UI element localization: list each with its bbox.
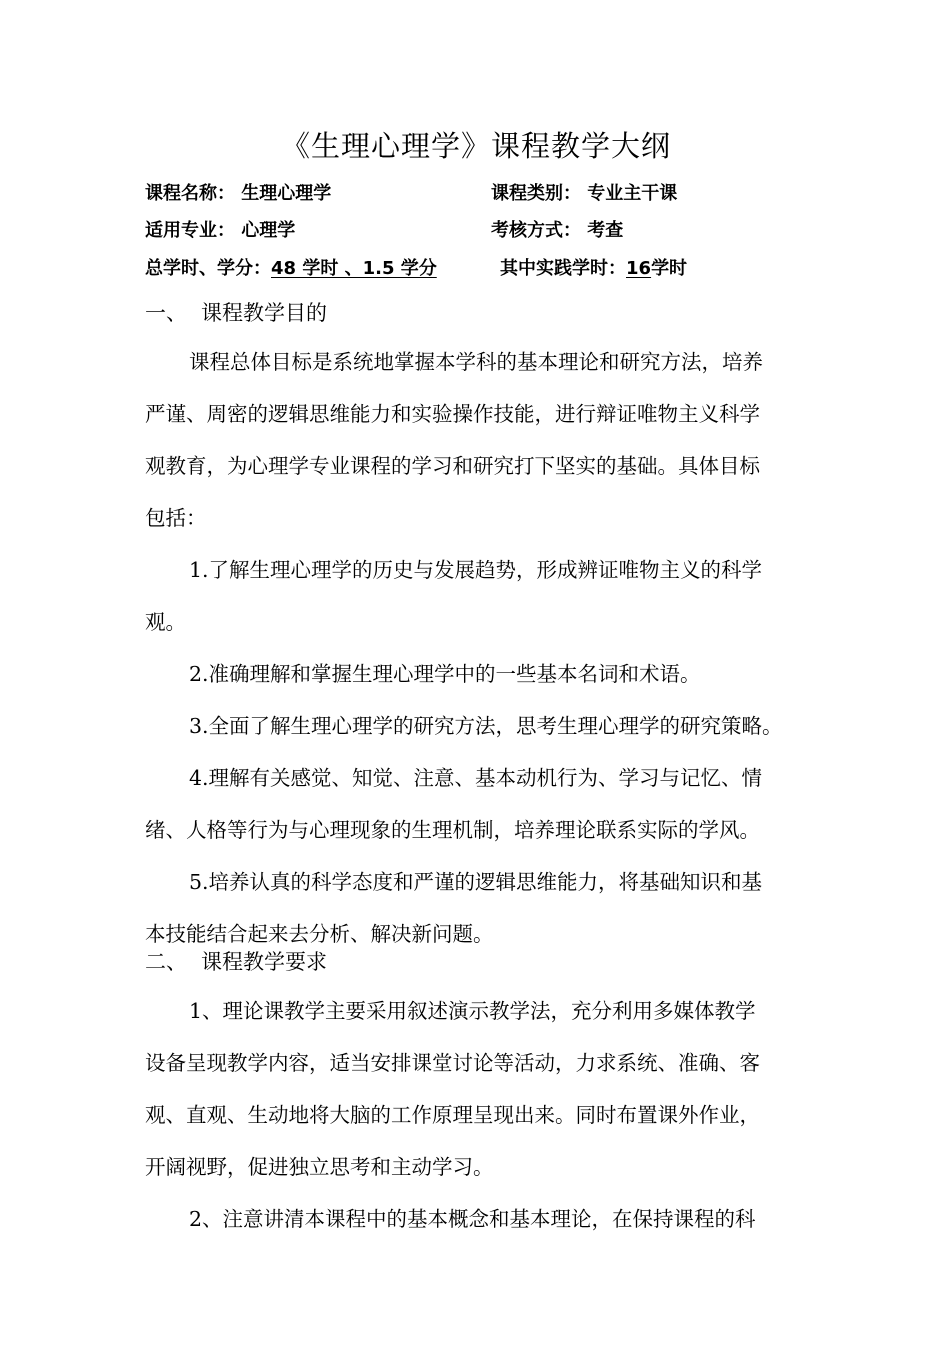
practice-hours-value: 16 — [626, 258, 652, 279]
course-name-label: 课程名称： — [145, 183, 235, 204]
section-1-number: 一、 — [145, 301, 187, 325]
major-label: 适用专业： — [145, 220, 235, 241]
course-name-row — [145, 181, 331, 207]
course-type-row — [491, 181, 677, 207]
paragraph-line: 观、直观、生动地将大脑的工作原理呈现出来。同时布置课外作业， — [145, 1103, 760, 1127]
list-item-line: 1.了解生理心理学的历史与发展趋势，形成辨证唯物主义的科学 — [189, 558, 763, 582]
list-item-line: 绪、人格等行为与心理现象的生理机制，培养理论联系实际的学风。 — [145, 818, 760, 842]
hours-label: 总学时、学分： — [145, 258, 271, 279]
paragraph-line: 课程总体目标是系统地掌握本学科的基本理论和研究方法，培养 — [189, 350, 763, 374]
assessment-row — [491, 218, 623, 244]
assessment-value: 考查 — [587, 220, 624, 241]
hours-row — [145, 256, 437, 282]
section-1-title: 课程教学目的 — [201, 301, 327, 325]
list-item-line: 5.培养认真的科学态度和严谨的逻辑思维能力，将基础知识和基 — [189, 870, 763, 894]
major-row — [145, 218, 295, 244]
hours-value: 48 学时 、1.5 学分 — [271, 258, 437, 279]
list-item-line: 2.准确理解和掌握生理心理学中的一些基本名词和术语。 — [189, 662, 701, 686]
list-item-line: 3.全面了解生理心理学的研究方法，思考生理心理学的研究策略。 — [189, 714, 783, 738]
practice-row — [500, 256, 687, 282]
section-1-heading — [145, 298, 327, 328]
paragraph-line: 1、理论课教学主要采用叙述演示教学法，充分利用多媒体教学 — [189, 999, 756, 1023]
document-title: 《生理心理学》课程教学大纲 — [280, 129, 671, 163]
practice-label: 其中实践学时： — [500, 258, 626, 279]
section-2-body — [145, 985, 825, 1245]
list-item-line: 观。 — [145, 610, 186, 634]
paragraph-line: 严谨、周密的逻辑思维能力和实验操作技能，进行辩证唯物主义科学 — [145, 402, 760, 426]
paragraph-line: 包括： — [145, 506, 207, 530]
list-item-line: 本技能结合起来去分析、解决新问题。 — [145, 922, 494, 946]
practice-unit: 学时 — [651, 258, 688, 279]
course-type-label: 课程类别： — [491, 183, 581, 204]
paragraph-line: 开阔视野，促进独立思考和主动学习。 — [145, 1155, 494, 1179]
section-2-number: 二、 — [145, 950, 187, 974]
paragraph-line: 设备呈现教学内容，适当安排课堂讨论等活动，力求系统、准确、客 — [145, 1051, 760, 1075]
paragraph-line: 2、注意讲清本课程中的基本概念和基本理论，在保持课程的科 — [189, 1207, 756, 1231]
section-1-body — [145, 336, 825, 960]
course-type-value: 专业主干课 — [587, 183, 678, 204]
paragraph-line: 观教育，为心理学专业课程的学习和研究打下坚实的基础。具体目标 — [145, 454, 760, 478]
major-value: 心理学 — [241, 220, 296, 241]
list-item-line: 4.理解有关感觉、知觉、注意、基本动机行为、学习与记忆、情 — [189, 766, 763, 790]
section-2-heading — [145, 947, 327, 977]
section-2-title: 课程教学要求 — [201, 950, 327, 974]
course-name-value: 生理心理学 — [241, 183, 332, 204]
assessment-label: 考核方式： — [491, 220, 581, 241]
